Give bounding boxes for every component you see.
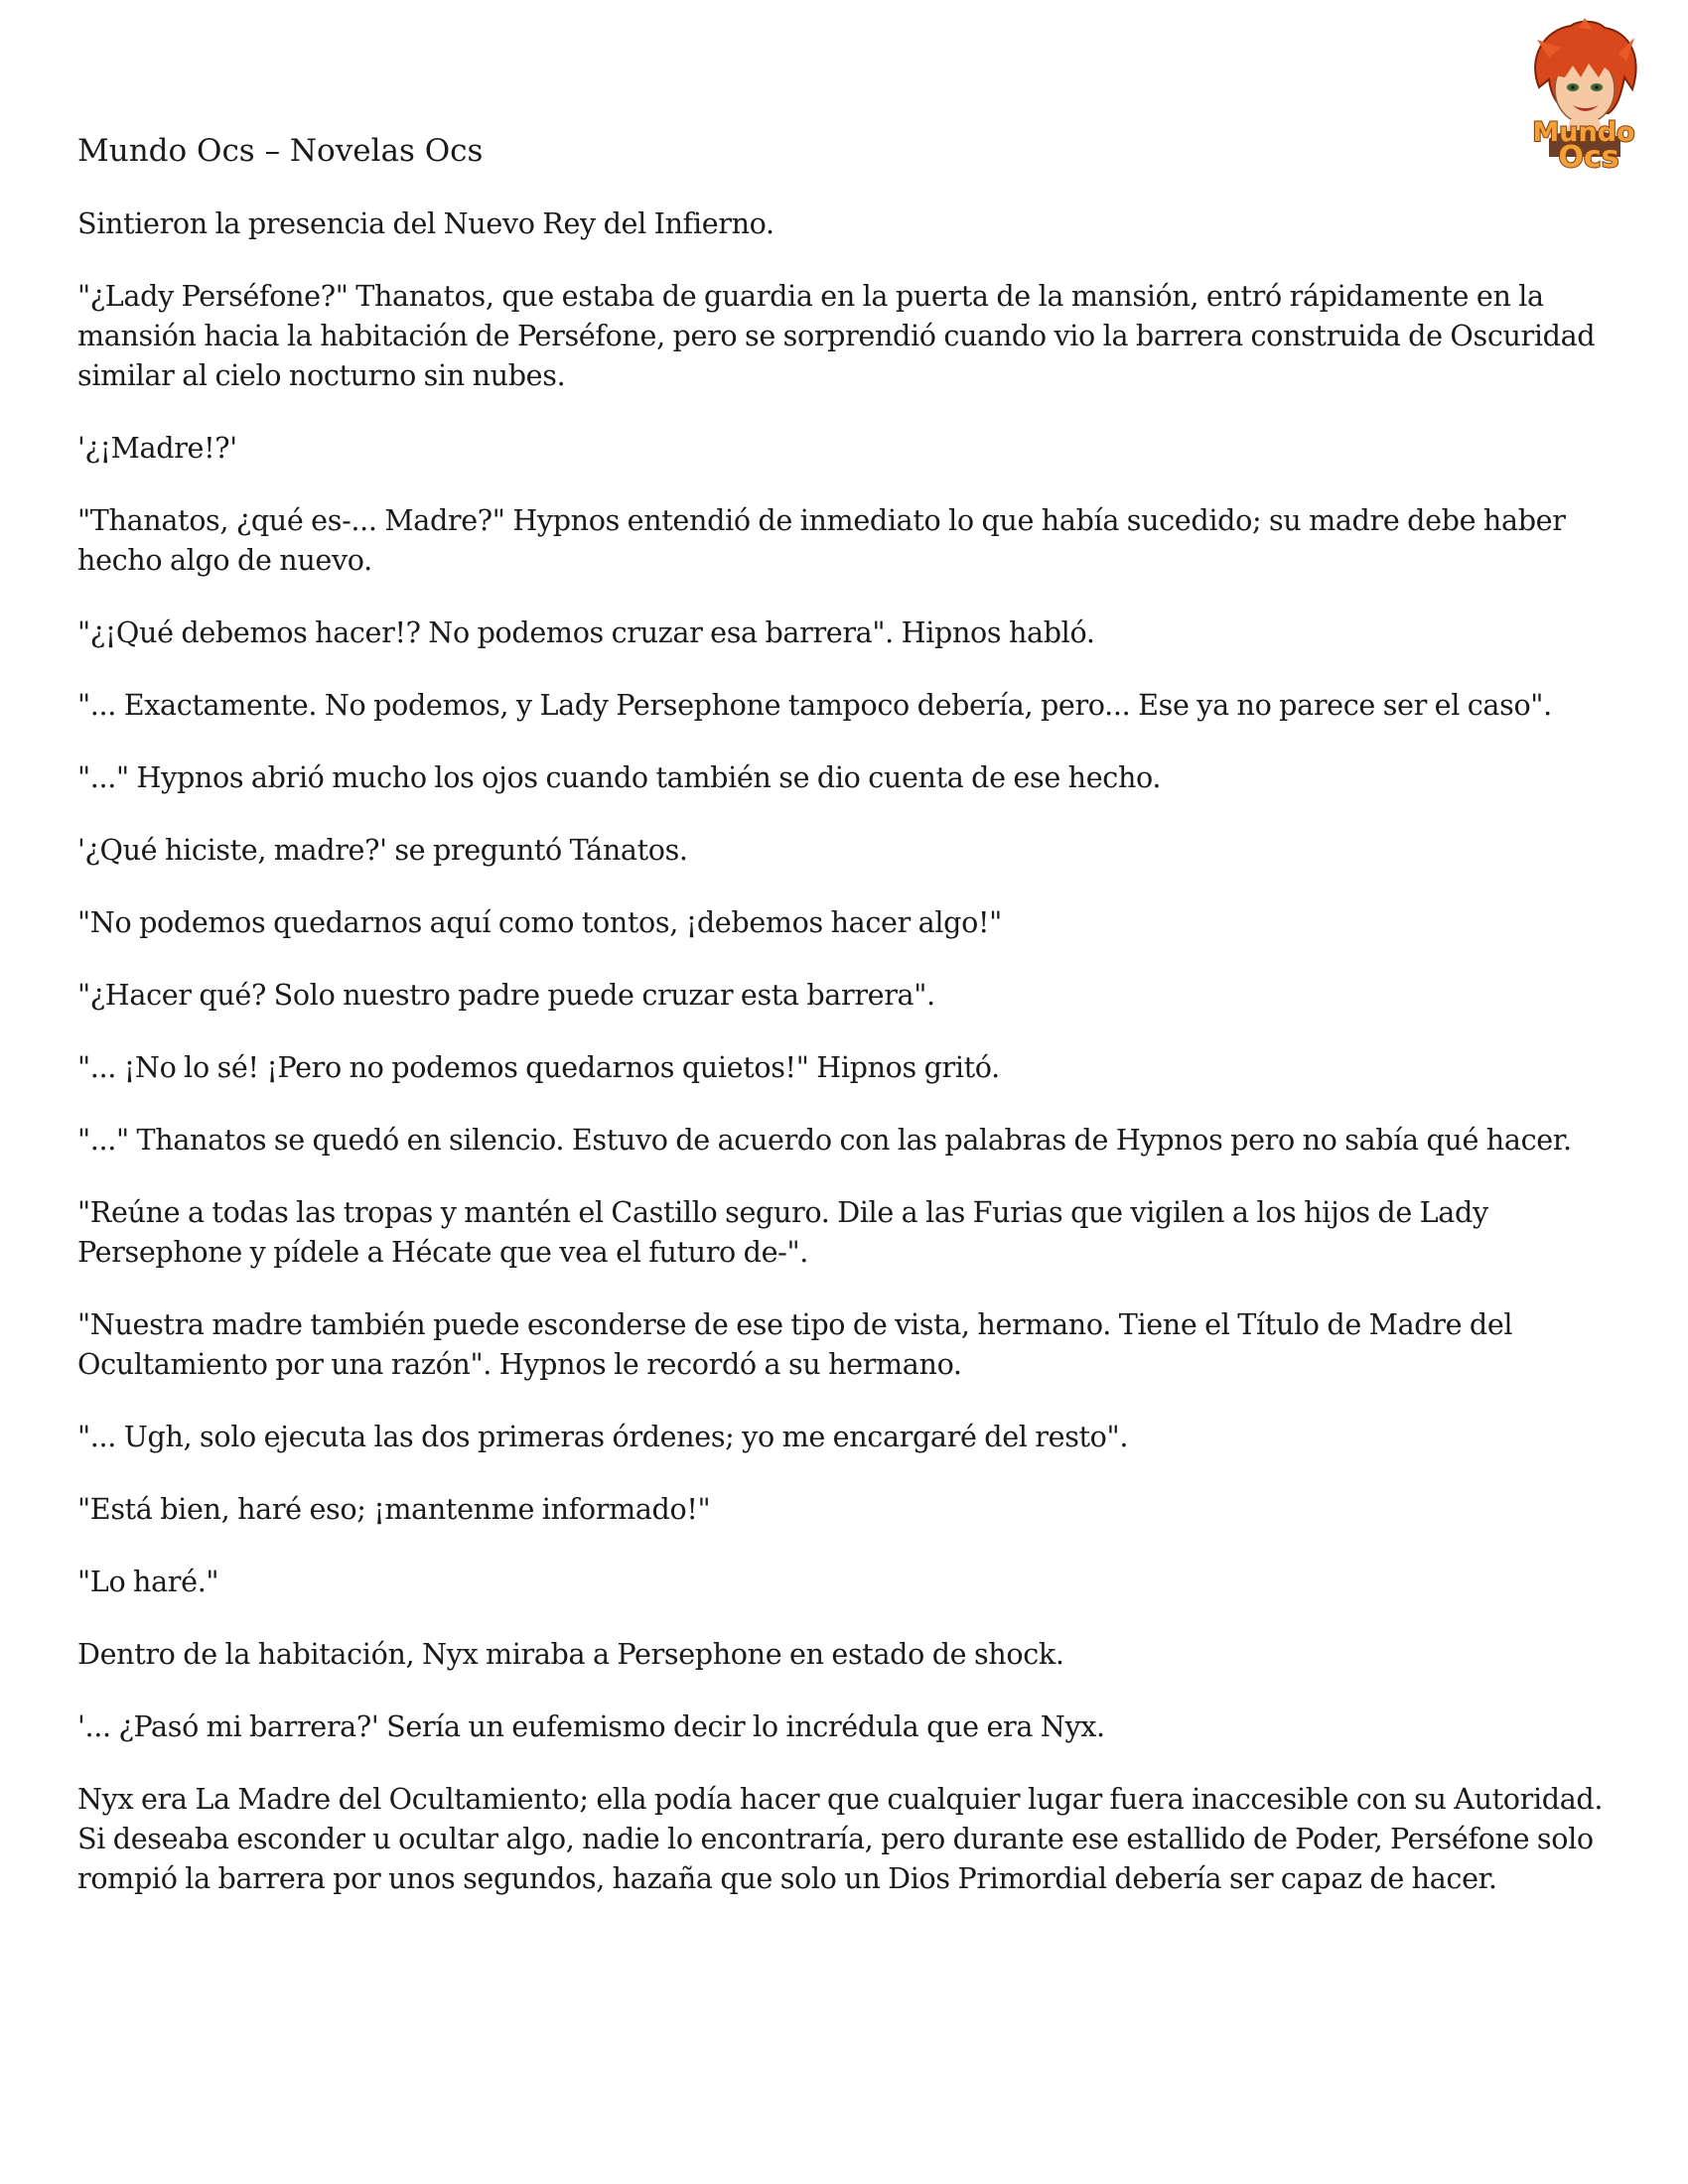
paragraph: Nyx era La Madre del Ocultamiento; ella podía hacer que cualquier lugar fuera inaccesible con su Autoridad. Si deseaba esconder u ocultar algo, nadie lo encontraría, pero durante ese estallido de Poder, Perséfone solo rompió la barrera por unos segundos, hazaña que solo un Dios Primordial debería ser capaz de hacer. <box>77 1782 1604 1895</box>
paragraph: '... ¿Pasó mi barrera?' Sería un eufemismo decir lo incrédula que era Nyx. <box>77 1709 1105 1743</box>
paragraph: '¿Qué hiciste, madre?' se preguntó Tánatos. <box>77 833 688 867</box>
mundo-ocs-logo <box>1509 18 1658 172</box>
document-header: Mundo Ocs – Novelas Ocs <box>77 133 484 169</box>
paragraph: Sintieron la presencia del Nuevo Rey del Infierno. <box>77 206 774 240</box>
story-body <box>77 204 1626 1931</box>
paragraph: "Está bien, haré eso; ¡mantenme informado!" <box>77 1492 711 1526</box>
paragraph: "... Ugh, solo ejecuta las dos primeras órdenes; yo me encargaré del resto". <box>77 1420 1129 1453</box>
paragraph: "... ¡No lo sé! ¡Pero no podemos quedarnos quietos!" Hipnos gritó. <box>77 1050 1000 1084</box>
paragraph: "¿¡Qué debemos hacer!? No podemos cruzar esa barrera". Hipnos habló. <box>77 615 1095 649</box>
paragraph: "¿Hacer qué? Solo nuestro padre puede cruzar esta barrera". <box>77 978 935 1012</box>
paragraph: "Nuestra madre también puede esconderse de ese tipo de vista, hermano. Tiene el Título de Madre del Ocultamiento por una razón". Hypnos le recordó a su hermano. <box>77 1307 1513 1381</box>
paragraph: '¿¡Madre!?' <box>77 431 237 465</box>
paragraph: "¿Lady Perséfone?" Thanatos, que estaba de guardia en la puerta de la mansión, entró rápidamente en la mansión hacia la habitación de Perséfone, pero se sorprendió cuando vio la barrera construida de Oscuridad similar al cielo nocturno sin nubes. <box>77 279 1596 392</box>
logo-text-line1: Mundo <box>1532 117 1635 148</box>
paragraph: "Reúne a todas las tropas y mantén el Castillo seguro. Dile a las Furias que vigilen a los hijos de Lady Persephone y pídele a Hécate que vea el futuro de-". <box>77 1195 1488 1269</box>
paragraph: "Lo haré." <box>77 1565 219 1598</box>
paragraph: "... Exactamente. No podemos, y Lady Persephone tampoco debería, pero... Ese ya no parece ser el caso". <box>77 688 1552 722</box>
paragraph: Dentro de la habitación, Nyx miraba a Persephone en estado de shock. <box>77 1637 1064 1671</box>
logo-text-line2: Ocs <box>1558 140 1619 172</box>
paragraph: "..." Thanatos se quedó en silencio. Estuvo de acuerdo con las palabras de Hypnos pero no sabía qué hacer. <box>77 1123 1572 1157</box>
paragraph: "Thanatos, ¿qué es-... Madre?" Hypnos entendió de inmediato lo que había sucedido; su madre debe haber hecho algo de nuevo. <box>77 503 1566 577</box>
paragraph: "..." Hypnos abrió mucho los ojos cuando también se dio cuenta de ese hecho. <box>77 760 1162 794</box>
paragraph: "No podemos quedarnos aquí como tontos, ¡debemos hacer algo!" <box>77 905 1002 939</box>
